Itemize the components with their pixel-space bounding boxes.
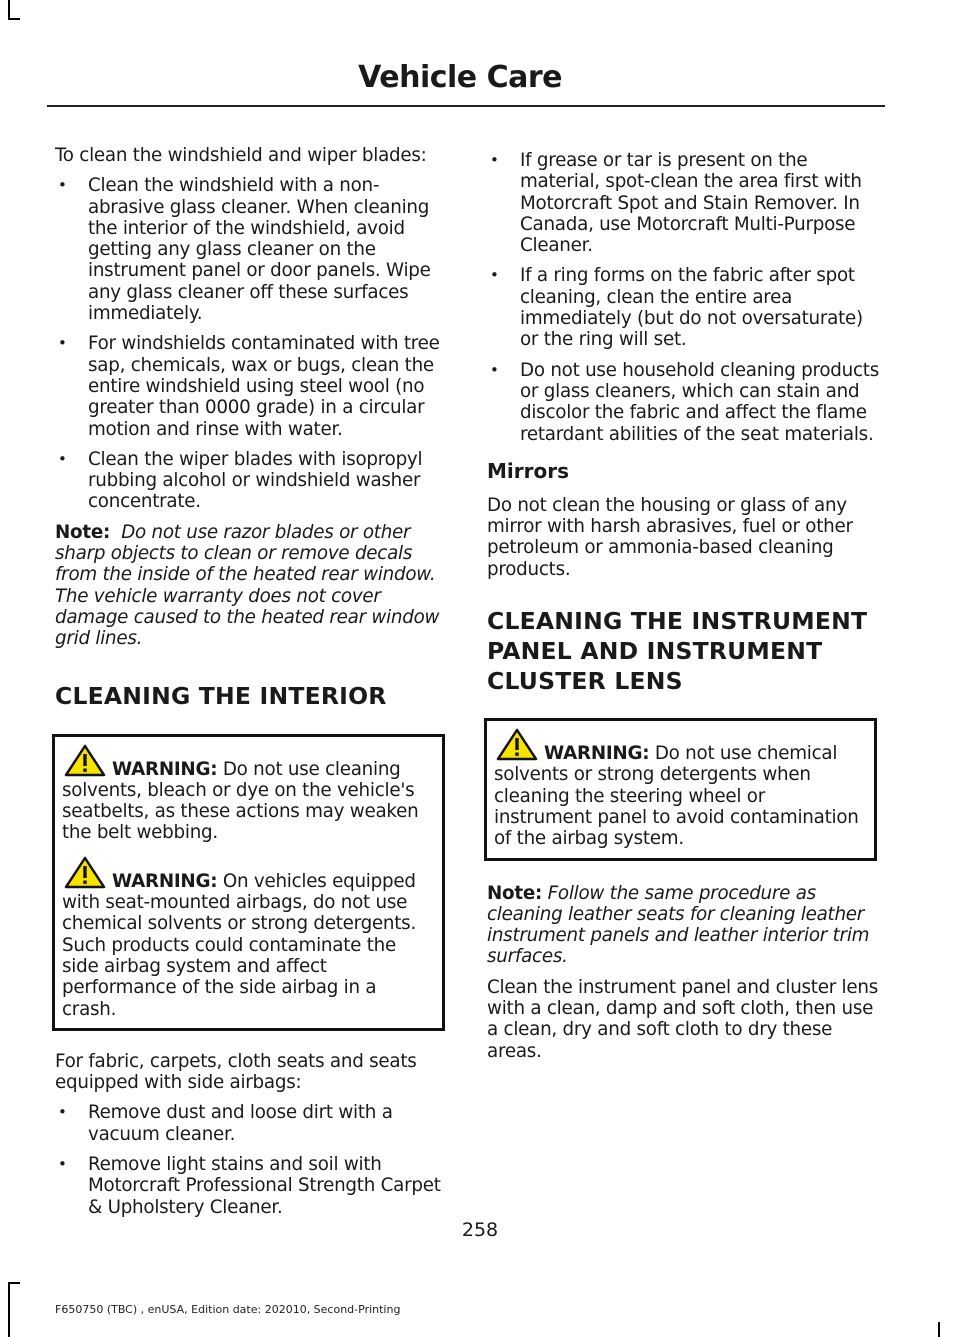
list-item: • For windshields contaminated with tree sap, chemicals, wax or bugs, clean the entire windshield using steel wool (no greater than 0000 grade) in a circular motion and rinse with water. xyxy=(55,333,447,439)
crop-mark-top-left-v xyxy=(8,0,10,20)
warning-text: Do not use cleaning solvents, bleach or dye on the vehicle's seatbelts, as these actions may weaken the belt webbing. xyxy=(62,758,419,844)
edition-info: F650750 (TBC) , enUSA, Edition date: 202010, Second-Printing xyxy=(55,1303,401,1316)
page-title: Vehicle Care xyxy=(358,60,562,95)
warning-triangle-icon xyxy=(62,744,112,777)
list-item: • Clean the wiper blades with isopropyl rubbing alcohol or windshield washer concentrate. xyxy=(55,449,447,513)
instrument-warning-box xyxy=(484,718,877,860)
section-heading-mirrors: Mirrors xyxy=(487,458,569,483)
crop-mark-bottom-left-h xyxy=(8,1282,20,1284)
section-heading-interior: CLEANING THE INTERIOR xyxy=(55,681,387,710)
page-number: 258 xyxy=(461,1219,499,1241)
fabric-intro: For fabric, carpets, cloth seats and seats equipped with side airbags: xyxy=(55,1050,417,1094)
cluster-cleaning-text: Clean the instrument panel and cluster lens with a clean, damp and soft cloth, then use a clean, dry and soft cloth to dry these areas. xyxy=(487,976,878,1062)
warning-chemical-solvents xyxy=(494,728,867,849)
interior-warning-box xyxy=(52,734,445,1031)
list-item: • Remove light stains and soil with Motorcraft Professional Strength Carpet & Upholstery Cleaner. xyxy=(55,1154,447,1218)
warning-text: Do not use chemical solvents or strong detergents when cleaning the steering wheel or instrument panel to avoid contamination of the airbag system. xyxy=(494,743,859,850)
warning-triangle-icon xyxy=(62,856,112,889)
right-column xyxy=(487,150,879,1062)
warning-text: On vehicles equipped with seat-mounted airbags, do not use chemical solvents or strong detergents. Such products could contaminate the side airbag system and affect performance of the side airbag in a crash. xyxy=(62,870,417,1020)
list-item: • Do not use household cleaning products or glass cleaners, which can stain and discolor the fabric and affect the flame retardant abilities of the seat materials. xyxy=(487,360,879,445)
header-divider xyxy=(47,105,885,107)
list-item: • If a ring forms on the fabric after spot cleaning, clean the entire area immediately (but do not oversaturate) or the ring will set. xyxy=(487,265,879,350)
list-item: • Clean the windshield with a non-abrasive glass cleaner. When cleaning the interior of the windshield, avoid getting any glass cleaner on the instrument panel or door panels. Wipe any glass cleaner off these surfaces immediately. xyxy=(55,175,447,324)
note-label: Note: xyxy=(55,521,111,543)
list-item: • Remove dust and loose dirt with a vacuum cleaner. xyxy=(55,1102,447,1145)
warning-seatbelts xyxy=(62,744,435,844)
list-item: • If grease or tar is present on the material, spot-clean the area first with Motorcraft Spot and Stain Remover. In Canada, use Motorcraft Multi-Purpose Cleaner. xyxy=(487,150,879,256)
section-heading-instrument-panel: CLEANING THE INSTRUMENT PANEL AND INSTRUMENT CLUSTER LENS xyxy=(487,607,868,696)
warning-side-airbags xyxy=(62,856,435,1020)
warning-triangle-icon xyxy=(494,728,544,761)
crop-mark-bottom-right-v xyxy=(938,1322,940,1337)
windshield-list xyxy=(55,175,447,512)
stain-list xyxy=(487,150,879,445)
crop-mark-top-left-h xyxy=(8,18,20,20)
warning-label: WARNING: xyxy=(544,743,650,765)
note-text: Do not use razor blades or other sharp objects to clean or remove decals from the inside of the heated rear window. The vehicle warranty does not cover damage caused to the heated rear window grid lines. xyxy=(55,521,440,650)
warning-label: WARNING: xyxy=(112,758,218,780)
warning-label: WARNING: xyxy=(112,870,218,892)
crop-mark-bottom-left-v xyxy=(8,1282,10,1337)
heated-window-note xyxy=(55,522,447,650)
mirrors-text: Do not clean the housing or glass of any mirror with harsh abrasives, fuel or other petroleum or ammonia-based cleaning products. xyxy=(487,494,853,580)
note-text: Follow the same procedure as cleaning leather seats for cleaning leather instrument panels and leather interior trim surfaces. xyxy=(487,882,870,968)
note-label: Note: xyxy=(487,882,543,904)
leather-note xyxy=(487,883,879,968)
fabric-list xyxy=(55,1102,447,1217)
windshield-intro: To clean the windshield and wiper blades: xyxy=(55,145,427,166)
left-column xyxy=(55,145,447,1227)
